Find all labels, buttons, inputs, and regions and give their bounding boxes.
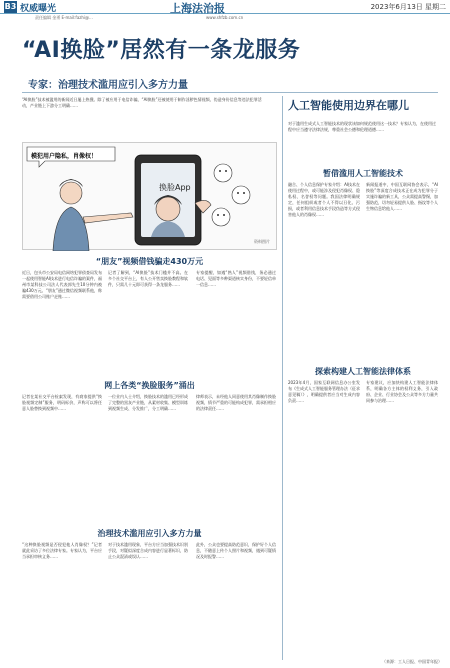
section-label: 权威曝光	[20, 4, 57, 14]
website-link[interactable]: www.shfzb.com.cn	[206, 15, 244, 20]
article-column: 2023年4月，国家互联网信息办公室发布《生成式人工智能服务管理办法（征求意见稿）》，明确提供者应当对生成内容负责……	[288, 380, 360, 403]
page-title: “AI换脸”居然有一条龙服务	[22, 38, 301, 63]
section-heading: 暂借滥用人工智能技术	[323, 169, 403, 178]
speech-bubble-text: 模犯用户隐私，肖像权！	[31, 153, 98, 160]
app-label: 换脸App	[159, 183, 191, 192]
page-number-badge: B3	[4, 2, 17, 11]
article-column: 专家提醒，如遇“熟人”视频借钱，务必通过电话、见面等多种渠道核实身份，不要轻信单一信息……	[196, 270, 276, 287]
section-heading: 治理技术滥用应引入多方力量	[97, 529, 202, 538]
section-heading: “朋友”视频借钱骗走430万元	[95, 257, 204, 266]
source-note: （来源：工人日报、中国青年报）	[382, 659, 442, 664]
article-column: 此外，公众也要提高防范意识，保护好个人信息，不随意上传个人照片和视频，遇到可疑情况及时报警……	[196, 542, 276, 559]
article-column: 近日，包头市公安局电信网络犯罪侦查局发布一起使用智能AI技术进行电信诈骗的案件，福州市某科技公司法人代表郭先生10分钟内被骗430万元。“朋友”通过微信视频联系他，称需要借用公司账户走账……	[22, 270, 102, 299]
section-heading: 探索构建人工智能法律体系	[315, 367, 411, 376]
editor-credit: 责任编辑 金勇 E-mail:fazhi@...	[35, 15, 93, 20]
illustration	[22, 142, 277, 250]
article-column: 一位业内人士介绍，换脸技术的滥用已经形成了完整的黑灰产业链，从素材收集、模型训练到视频生成、分发推广，分工明确……	[108, 394, 188, 411]
horizontal-divider	[22, 92, 438, 93]
article-column: 对于技术滥用现象，平台方应当加强技术识别手段，对疑似深度合成内容进行显著标识，防止公众混淆或误认……	[108, 542, 188, 559]
article-column: 新闻报道中，中国互联网协会表示，“AI换脸”等深度合成技术正在成为犯罪分子实施诈骗的新工具，公众需提高警惕，加强防范，切勿轻易提供人脸、指纹等个人生物信息给他人……	[366, 182, 438, 211]
article-column: 融合、个人信息保护专家介绍：AI技术在使用过程中，或可能涉及侵犯肖像权、隐私权、名誉权等问题。我国法律明确规定，任何组织或者个人不得以丑化、污损，或者利用信息技术手段伪造等方式侵害他人的肖像权……	[288, 182, 360, 217]
right-section-lead: 对于滥用生成式人工智能技术的现状该如何规范使用这一技术？专家认为，在使用过程中应当遵守法律法规，尊重社会公德和伦理道德……	[288, 121, 436, 132]
article-column: “这种换脸视频是否侵犯他人肖像权？”记者就此采访了多位法律专家。专家认为，平台应当承担审核义务……	[22, 542, 102, 559]
column-divider	[282, 96, 283, 660]
issue-date: 2023年6月13日 星期二	[370, 3, 446, 11]
right-section-heading: 人工智能使用边界在哪儿	[288, 99, 409, 112]
section-heading: 网上各类“换脸服务”涌出	[104, 381, 195, 390]
image-credit: 资料图片	[254, 239, 270, 244]
lead-paragraph: “AI换脸”技术被滥用的新闻近日屡上热搜。除了被应用于电信诈骗，“AI换脸”还被使用于制作淫秽色情视频、伪造身份信息等违法犯罪活动，产业链上下游分工明确……	[22, 97, 262, 108]
subtitle: 专家：治理技术滥用应引入多方力量	[28, 80, 188, 91]
masthead-logo: 上海法治报	[170, 2, 225, 15]
article-column: 记者在某社交平台检索发现，有商家提供“换脸视频定制”服务，明码标价，声称可以将任意人脸替换到视频中……	[22, 394, 102, 411]
top-bar	[0, 0, 450, 14]
article-column: 专家建议，应加快构建人工智能法律体系，明确各方主体的权利义务，引入政府、企业、行业协会及公众等多方力量共同参与治理……	[366, 380, 438, 403]
article-column: 记者了解到，“AI换脸”技术门槛并不高。在多个社交平台上，有人公开售卖换脸教程和软件，只需几十元即可获得一条龙服务……	[108, 270, 188, 287]
article-column: 律师表示，未经他人同意使用其肖像制作换脸视频，情节严重的可能构成犯罪，需承担相应的法律责任……	[196, 394, 276, 411]
